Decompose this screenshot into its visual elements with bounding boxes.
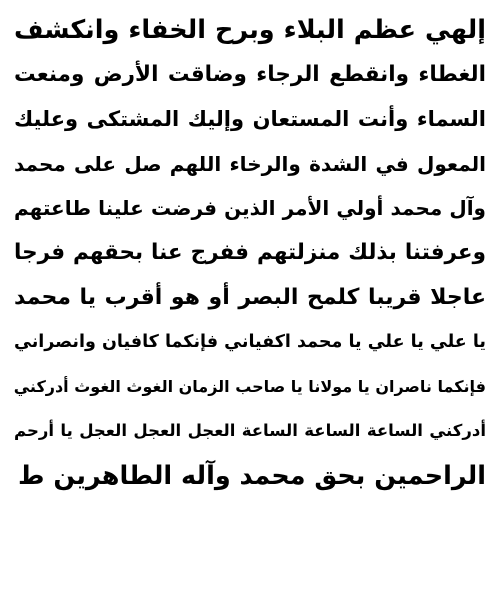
text-line-7: عاجلا قريبا كلمح البصر أو هو أقرب يا محمد <box>14 284 486 310</box>
text-line-5: وآل محمد أولي الأمر الذين فرضت علينا طاعتهم <box>14 196 486 221</box>
text-line-9: فإنكما ناصران يا مولانا يا صاحب الزمان الغوث الغوث أدركني <box>14 376 486 396</box>
text-line-4: المعول في الشدة والرخاء اللهم صل على محمد <box>14 151 486 176</box>
text-line-3: السماء وأنت المستعان وإليك المشتكى وعليك <box>14 107 486 132</box>
text-line-10: أدركني الساعة الساعة الساعة العجل العجل العجل يا أرحم <box>14 421 486 441</box>
text-line-1: إلهي عظم البلاء وبرح الخفاء وانكشف <box>14 15 486 45</box>
text-line-11: الراحمين بحق محمد وآله الطاهرين ط <box>18 460 486 491</box>
text-line-8: يا علي يا علي يا محمد اكفياني فإنكما كافيان وانصراني <box>14 332 486 353</box>
text-line-6: وعرفتنا بذلك منزلتهم ففرج عنا بحقهم فرجا <box>14 239 486 265</box>
text-line-2: الغطاء وانقطع الرجاء وضاقت الأرض ومنعت <box>14 61 486 87</box>
